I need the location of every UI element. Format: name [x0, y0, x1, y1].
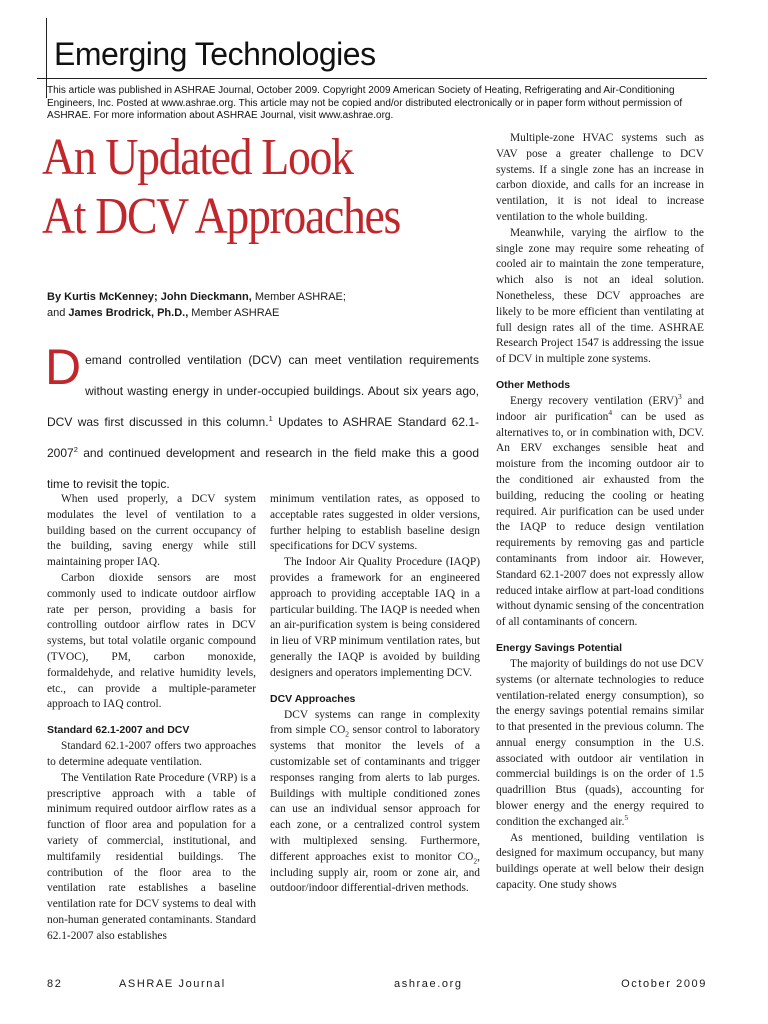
- paragraph: Carbon dioxide sensors are most commonly used to indicate outdoor airflow rate per person, providing a basis for controlling outdoor airflow rates in DCV systems, but total volatile organic compound (TVOC), PM, carbon monoxide, formaldehyde, and relative humidity levels, etc., can provide a multiple-parameter approach to IAQ control.: [47, 571, 256, 711]
- paragraph: [270, 708, 480, 898]
- headline-line-2: At DCV Approaches: [42, 188, 401, 245]
- paragraph: Multiple-zone HVAC systems such as VAV pose a greater challenge to DCV systems. If a single zone has an increase in carbon dioxide, and calls for an increase in ventilation, it is not ideal to increase ventilation to the whole building.: [496, 132, 704, 223]
- page-number: 82: [47, 978, 63, 990]
- text-run: Energy recovery ventilation (ERV): [510, 394, 679, 407]
- paragraph: When used properly, a DCV system modulates the level of ventilation to a building based on the current occupancy of the building, saving energy while still maintaining proper IAQ.: [47, 493, 256, 569]
- subheading-energy-savings: Energy Savings Potential: [496, 641, 623, 654]
- text-run: , including supply air, room or zone air, and outdoor/indoor differential-driven methods.: [270, 850, 480, 895]
- issue-date: October 2009: [621, 978, 707, 990]
- paragraph: [496, 657, 704, 831]
- paragraph: [496, 394, 704, 631]
- column-2: [270, 492, 480, 897]
- paragraph: As mentioned, building ventilation is designed for maximum occupancy, but many buildings operate at well below their design capacity. One study shows: [496, 831, 704, 892]
- intro-text-2: Updates to ASHRAE Standard 62.1-2007: [47, 415, 479, 460]
- text-run: sensor control to laboratory systems that monitor the levels of a customizable set of contaminants and trigger responses ranging from alerts to lab purges. Buildings with multiple conditioned zones can use an individual sensor approach for each zone, or a centralized control system with multiplexed sensing. Furthermore, different approaches exist to monitor CO: [270, 724, 480, 863]
- byline-member-1: Member ASHRAE;: [251, 291, 346, 303]
- byline-member-3: Member ASHRAE: [188, 307, 280, 319]
- subheading-dcv-approaches: DCV Approaches: [270, 692, 356, 705]
- intro-text-3: and continued development and research in the field make this a good time to revisit the topic.: [47, 446, 479, 491]
- column-3: [496, 131, 704, 894]
- article-headline: [42, 128, 447, 246]
- paragraph: minimum ventilation rates, as opposed to acceptable rates suggested in older versions, further helping to establish baseline design specifications for DCV systems.: [270, 493, 480, 553]
- paragraph: Standard 62.1-2007 offers two approaches to determine adequate ventilation.: [47, 740, 256, 768]
- column-1: [47, 492, 256, 945]
- paragraph: The Ventilation Rate Procedure (VRP) is a prescriptive approach with a table of minimum required outdoor airflow rates as a function of floor area and population for a variety of commercial, institutional, and multifamily residential buildings. The contribution of the floor area to the ventilation rate establishes a baseline ventilation rate for DCV systems to deal with non-human generated contaminants. Standard 62.1-2007 also establishes: [47, 771, 256, 942]
- byline-by: By: [47, 291, 65, 303]
- paragraph: The Indoor Air Quality Procedure (IAQP) provides a framework for an engineered approach to providing acceptable IAQ in a particular building. The IAQP is needed when an air-purification system is being considered in lieu of VRP minimum ventilation rates, but generally the IAQP is avoided by building designers and operators implementing DCV.: [270, 556, 480, 679]
- footnote-ref-2[interactable]: 2: [73, 445, 78, 454]
- paragraph: Meanwhile, varying the airflow to the single zone may require some reheating of cooled air to maintain the zone temperature, which also is not an ideal solution. Nonetheless, these DCV approaches are likely to be more efficient than ventilating at full design rates all of the time. ASHRAE Research Project 1547 is addressing the issue of DCV in multiple zone systems.: [496, 226, 704, 366]
- drop-cap: D: [45, 339, 82, 395]
- text-run: can be used as alternatives to, or in combination with, DCV. An ERV exchanges sensible heat and moisture from the incoming outdoor air to the conditioned air exhausted from the building, reducing the cooling or heating required. Air purification can be used under the IAQP to reduce design ventilation requirements by removing gas and particle contaminants from indoor air. However, Standard 62.1-2007 does not expressly allow reduced intake airflow at part-load conditions without dynamic sensing of the concentration of all contaminants of concern.: [496, 410, 704, 629]
- intro-text-1: emand controlled ventilation (DCV) can meet ventilation requirements without wasting energy in under-occupied buildings. About six years ago, DCV was first discussed in this column.: [47, 353, 479, 429]
- journal-name: ASHRAE Journal: [119, 978, 226, 990]
- subscript: 2: [345, 729, 350, 739]
- headline-line-1: An Updated Look: [42, 129, 353, 186]
- byline-authors: Kurtis McKenney; John Dieckmann,: [64, 291, 252, 303]
- byline-and: and: [47, 307, 69, 319]
- byline-author-3: James Brodrick, Ph.D.,: [68, 307, 189, 319]
- footnote-ref-4[interactable]: 4: [608, 407, 613, 417]
- copyright-notice: This article was published in ASHRAE Journal, October 2009. Copyright 2009 American Society of Heating, Refrigerating and Air-Conditioning Engineers, Inc. Posted at www.ashrae.org. This article may not be copied and/or distributed electronically or in paper form without permission of ASHRAE. For more information about ASHRAE Journal, visit www.ashrae.org.: [47, 85, 683, 121]
- intro-paragraph: [45, 339, 479, 500]
- footnote-ref-5[interactable]: 5: [624, 813, 629, 823]
- subscript: 2: [473, 856, 478, 866]
- website-link[interactable]: ashrae.org: [394, 978, 463, 990]
- footnote-ref-1[interactable]: 1: [268, 414, 273, 423]
- header-horizontal-rule: [37, 78, 707, 79]
- footnote-ref-3[interactable]: 3: [678, 392, 682, 402]
- text-run: The majority of buildings do not use DCV systems (or alternate technologies to reduce ventilation-related energy consumption), so the energy savings potential remains similar to that presented in the previous column. The annual energy consumption in the U.S. associated with outdoor air ventilation in commercial buildings is on the order of 1.5 quadrillion Btus (quads), accounting for blower energy and the energy required to condition the exchanged air.: [496, 657, 704, 828]
- text-run: and indoor air purification: [496, 394, 705, 423]
- subheading-standard: Standard 62.1-2007 and DCV: [47, 724, 190, 737]
- text-run: DCV systems can range in complexity from simple CO: [270, 708, 480, 737]
- section-title: Emerging Technologies: [54, 36, 376, 72]
- byline: [47, 289, 487, 321]
- subheading-other-methods: Other Methods: [496, 378, 571, 391]
